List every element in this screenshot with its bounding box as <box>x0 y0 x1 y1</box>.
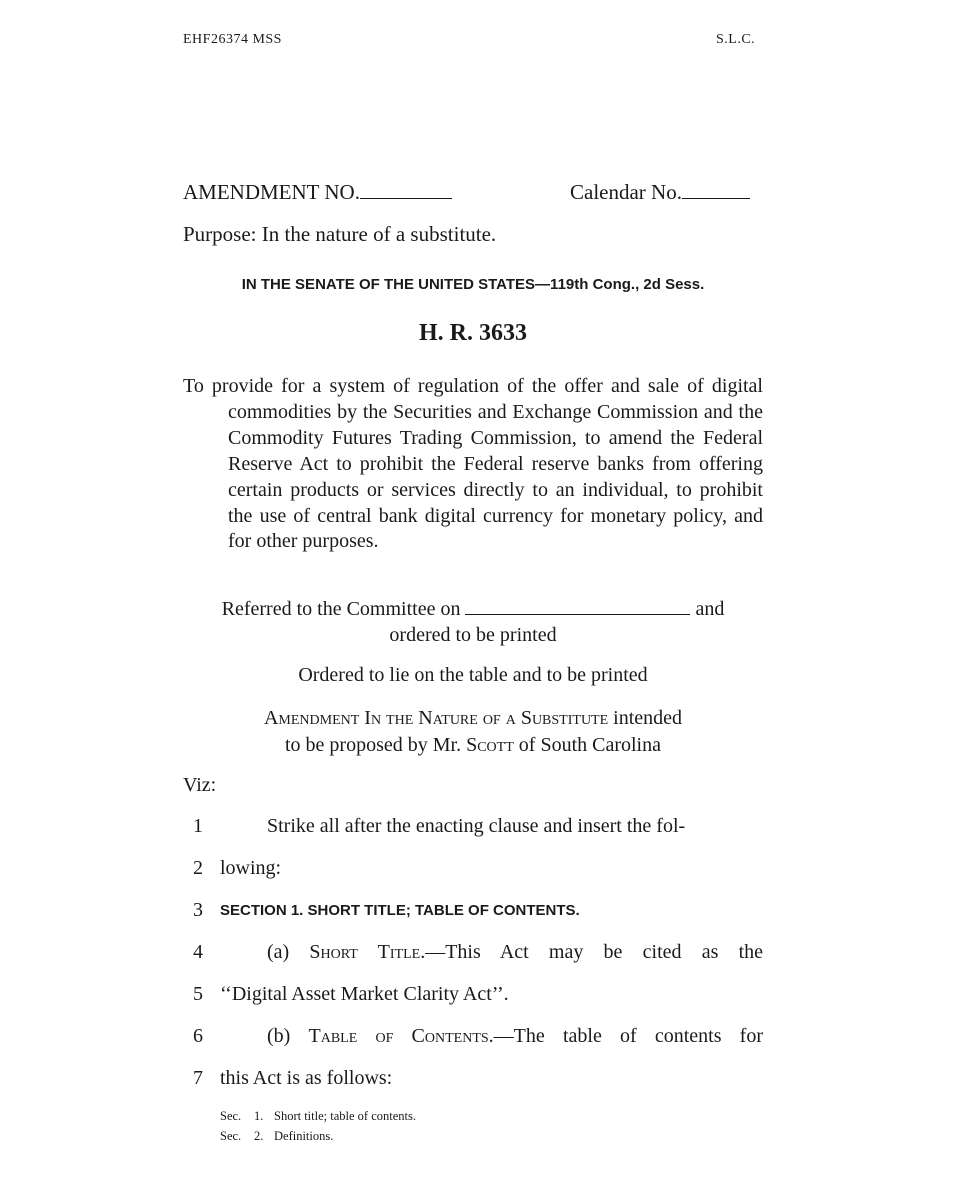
subsection-marker: (a) <box>267 941 310 963</box>
doc-id: EHF26374 MSS <box>183 32 282 47</box>
bill-number: H. R. 3633 <box>419 320 527 346</box>
toc-sec-number: 1. <box>254 1109 264 1123</box>
bill-line <box>183 857 763 887</box>
line-number: 6 <box>193 1025 203 1047</box>
calendar-label: Calendar No. <box>570 180 682 204</box>
subsection-text: .—This Act may be cited as the <box>420 941 763 963</box>
subsection-heading: Short Title <box>309 941 421 963</box>
ains-proposed: to be proposed by Mr. <box>285 734 467 756</box>
bill-line <box>183 1067 763 1097</box>
amendment-blank <box>360 180 452 199</box>
bill-line <box>183 815 763 845</box>
amendment-number <box>183 180 452 205</box>
toc-sec-title: Short title; table of contents. <box>274 1109 416 1123</box>
ains-line-2 <box>183 732 763 759</box>
amendment-label: AMENDMENT NO. <box>183 180 360 204</box>
line-number: 2 <box>193 857 203 879</box>
slc-marker: S.L.C. <box>716 32 756 47</box>
table-of-contents <box>220 1106 416 1146</box>
bill-line <box>183 983 763 1013</box>
amendment-description <box>183 705 763 759</box>
line-number: 5 <box>193 983 203 1005</box>
ains-sponsor: Scott <box>466 734 514 756</box>
section-heading: SECTION 1. SHORT TITLE; TABLE OF CONTENTS. <box>220 902 580 919</box>
line-text: ‘‘Digital Asset Market Clarity Act’’. <box>220 983 509 1005</box>
toc-sec-label: Sec. <box>220 1129 242 1143</box>
senate-line: IN THE SENATE OF THE UNITED STATES—119th Cong., 2d Sess. <box>241 276 705 293</box>
ains-line-1 <box>183 705 763 732</box>
ains-intended: intended <box>608 707 683 729</box>
ordered-note: Ordered to lie on the table and to be printed <box>298 664 648 686</box>
bill-line <box>183 899 763 929</box>
subsection-heading: Table of Contents <box>308 1025 489 1047</box>
toc-sec-title: Definitions. <box>274 1129 334 1143</box>
bill-line <box>183 1025 763 1055</box>
committee-blank <box>465 596 690 615</box>
toc-entry <box>220 1106 416 1126</box>
ains-state: of South Carolina <box>513 734 661 756</box>
line-text <box>267 941 763 964</box>
toc-sec-number: 2. <box>254 1129 264 1143</box>
referred-line-1 <box>183 596 763 622</box>
toc-entry <box>220 1126 416 1146</box>
referred-after: and <box>695 598 725 620</box>
line-text: this Act is as follows: <box>220 1067 393 1089</box>
line-number: 3 <box>193 899 203 921</box>
line-number: 1 <box>193 815 203 837</box>
referred-line-2: ordered to be printed <box>389 624 557 646</box>
line-number: 4 <box>193 941 203 963</box>
calendar-number <box>570 180 750 205</box>
referred-note <box>183 596 763 648</box>
line-text: Strike all after the enacting clause and insert the fol- <box>267 815 686 837</box>
bill-line <box>183 941 763 971</box>
referred-before: Referred to the Committee on <box>221 598 461 620</box>
line-text <box>267 1025 763 1048</box>
toc-sec-label: Sec. <box>220 1109 242 1123</box>
calendar-blank <box>682 180 750 199</box>
subsection-marker: (b) <box>267 1025 309 1047</box>
viz-label: Viz: <box>183 774 217 796</box>
ains-title: Amendment In the Nature of a Substitute <box>263 707 609 729</box>
line-text: lowing: <box>220 857 282 879</box>
purpose: Purpose: In the nature of a substitute. <box>183 222 497 246</box>
subsection-text: .—The table of contents for <box>488 1025 764 1047</box>
line-number: 7 <box>193 1067 203 1089</box>
long-title: To provide for a system of regulation of the offer and sale of digital commodities by the Securities and Exchange Commission and the Commodity Futures Trading Commission, to amend the Federal Reserve Act to prohibit the Federal reserve banks from offering certain products or services directly to an individual, to prohibit the use of central bank digital currency for monetary policy, and for other purposes. <box>183 375 763 553</box>
